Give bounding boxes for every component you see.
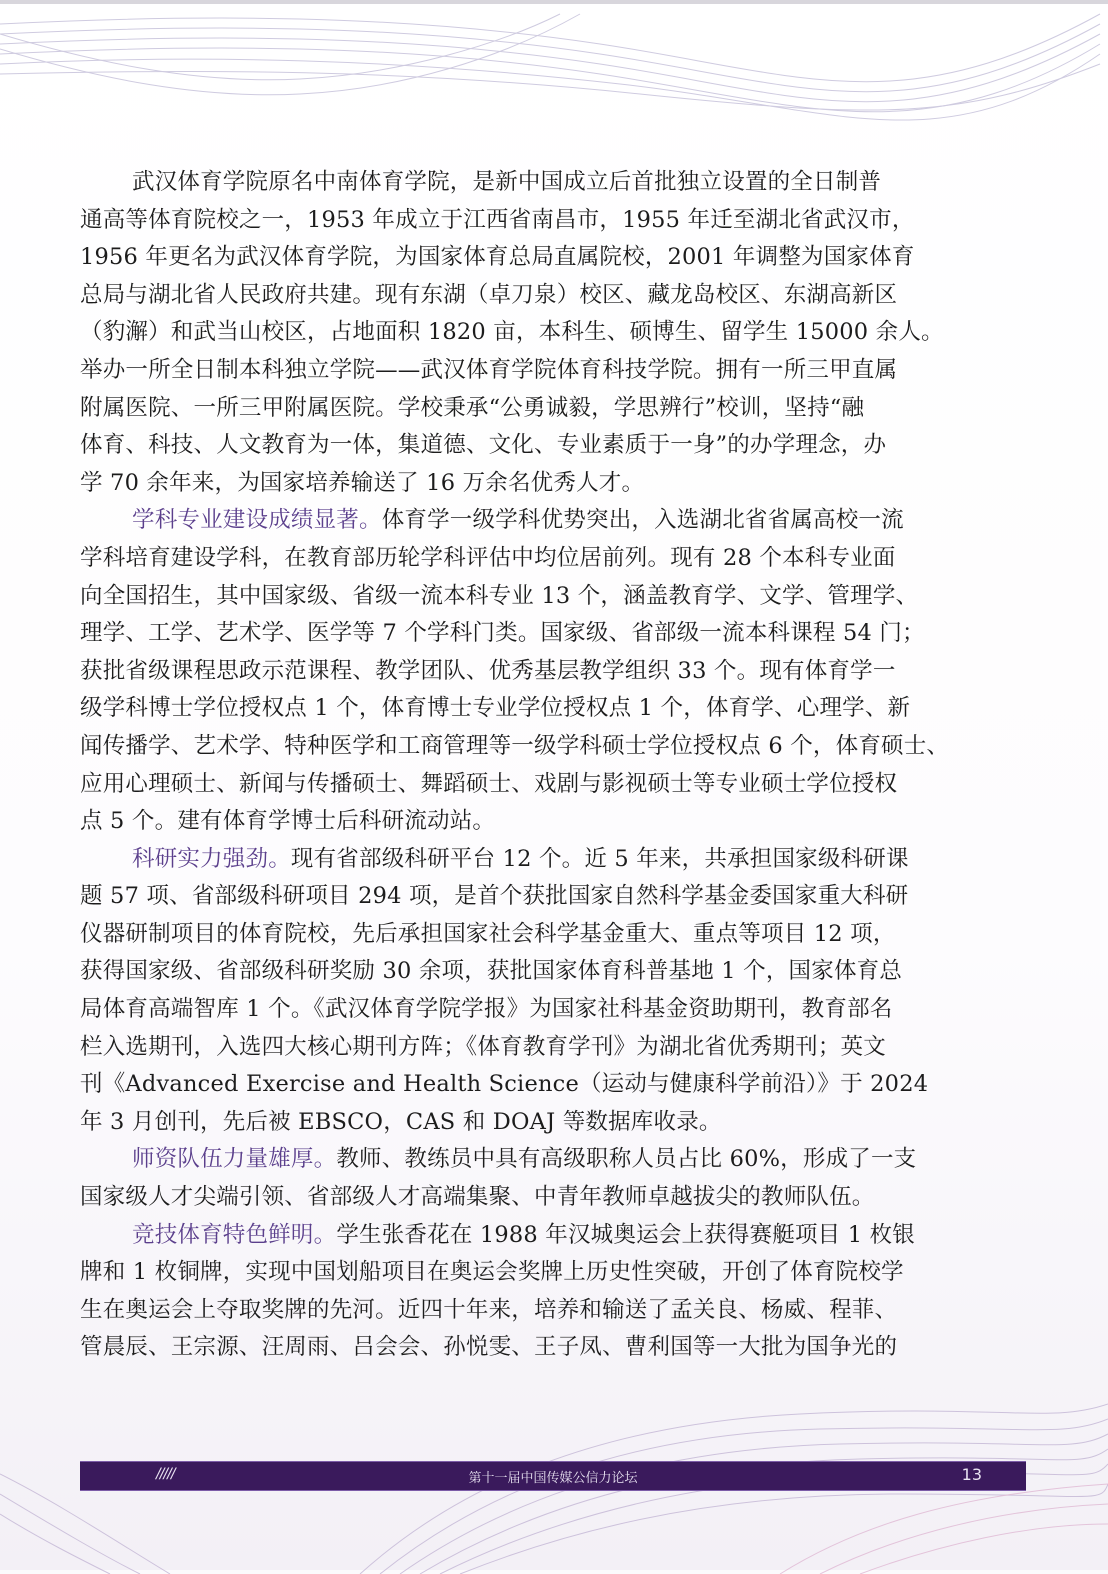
paragraph-first-line [80,502,1026,540]
text-line: 教师、教练员中具有高级职称人员占比 60%，形成了一支 [336,1146,917,1173]
paragraph-first-line [80,1217,1026,1255]
text-line: 题 57 项、省部级科研项目 294 项，是首个获批国家自然科学基金委国家重大科研 [80,883,909,910]
text-line: 管晨辰、王宗源、汪周雨、吕会会、孙悦雯、王子凤、曹利国等一大批为国争光的 [80,1334,898,1361]
text-line: 体育、科技、人文教育为一体，集道德、文化、专业素质于一身”的办学理念，办 [80,432,887,459]
text-line: 局体育高端智库 1 个。《武汉体育学院学报》为国家社科基金资助期刊，教育部名 [80,996,893,1023]
text-line: 学科培育建设学科，在教育部历轮学科评估中均位居前列。现有 28 个本科专业面 [80,544,896,571]
text-line: 闻传播学、艺术学、特种医学和工商管理等一级学科硕士学位授权点 6 个，体育硕士、 [80,732,950,759]
page-footer-bar [80,1461,1026,1491]
text-line: 获批省级课程思政示范课程、教学团队、优秀基层教学组织 33 个。现有体育学一 [80,657,896,684]
text-line: 通高等体育院校之一，1953 年成立于江西省南昌市，1955 年迁至湖北省武汉市， [80,206,915,233]
text-line: 刊《Advanced Exercise and Health Science（运动与健康科学前沿）》于 2024 [80,1071,929,1098]
text-line: 国家级人才尖端引领、省部级人才高端集聚、中青年教师卓越拔尖的教师队伍。 [80,1184,875,1211]
text-line: 牌和 1 枚铜牌，实现中国划船项目在奥运会奖牌上历史性突破，开创了体育院校学 [80,1259,904,1286]
section-heading: 竞技体育特色鲜明。 [132,1221,337,1248]
text-line: 理学、工学、艺术学、医学等 7 个学科门类。国家级、省部级一流本科课程 54 门； [80,620,925,647]
text-line: 应用心理硕士、新闻与传播硕士、舞蹈硕士、戏剧与影视硕士等专业硕士学位授权 [80,770,898,797]
text-line: 学生张香花在 1988 年汉城奥运会上获得赛艇项目 1 枚银 [336,1221,915,1248]
text-line: 总局与湖北省人民政府共建。现有东湖（卓刀泉）校区、藏龙岛校区、东湖高新区 [80,281,898,308]
paragraph-first-line [80,1141,1026,1179]
text-line: 武汉体育学院原名中南体育学院，是新中国成立后首批独立设置的全日制普 [132,169,882,195]
text-line: 学 70 余年来，为国家培养输送了 16 万余名优秀人才。 [80,469,645,496]
footer-title: 第十一届中国传媒公信力论坛 [468,1471,638,1486]
text-line: 举办一所全日制本科独立学院——武汉体育学院体育科技学院。拥有一所三甲直属 [80,356,898,383]
text-line: 体育学一级学科优势突出，入选湖北省省属高校一流 [381,507,904,534]
section-heading: 师资队伍力量雄厚。 [132,1146,337,1173]
text-line: 获得国家级、省部级科研奖励 30 余项，获批国家体育科普基地 1 个，国家体育总 [80,958,903,985]
page-number: 13 [961,1465,982,1484]
text-line: 1956 年更名为武汉体育学院，为国家体育总局直属院校，2001 年调整为国家体育 [80,244,915,271]
text-line: 年 3 月创刊，先后被 EBSCO，CAS 和 DOAJ 等数据库收录。 [80,1108,722,1135]
article-body [80,164,1026,1367]
text-line: 现有省部级科研平台 12 个。近 5 年来，共承担国家级科研课 [290,845,909,872]
text-line: 级学科博士学位授权点 1 个，体育博士专业学位授权点 1 个，体育学、心理学、新 [80,695,911,722]
paragraph-first-line [80,841,1026,879]
text-line: 向全国招生，其中国家级、省级一流本科专业 13 个，涵盖教育学、文学、管理学、 [80,582,919,609]
text-line: 栏入选期刊，入选四大核心期刊方阵；《体育教育学刊》为湖北省优秀期刊；英文 [80,1033,886,1060]
section-heading: 科研实力强劲。 [132,845,291,872]
text-line: 仪器研制项目的体育院校，先后承担国家社会科学基金重大、重点等项目 12 项， [80,920,896,947]
text-line: 生在奥运会上夺取奖牌的先河。近四十年来，培养和输送了孟关良、杨威、程菲、 [80,1296,898,1323]
text-line: 附属医院、一所三甲附属医院。学校秉承“公勇诚毅，学思辨行”校训，坚持“融 [80,394,865,421]
slash-marks-decoration: ///// [156,1466,175,1482]
section-heading: 学科专业建设成绩显著。 [132,507,382,534]
text-line: （豹澥）和武当山校区，占地面积 1820 亩，本科生、硕博生、留学生 15000 余人。 [80,319,944,346]
text-line: 点 5 个。建有体育学博士后科研流动站。 [80,808,496,835]
